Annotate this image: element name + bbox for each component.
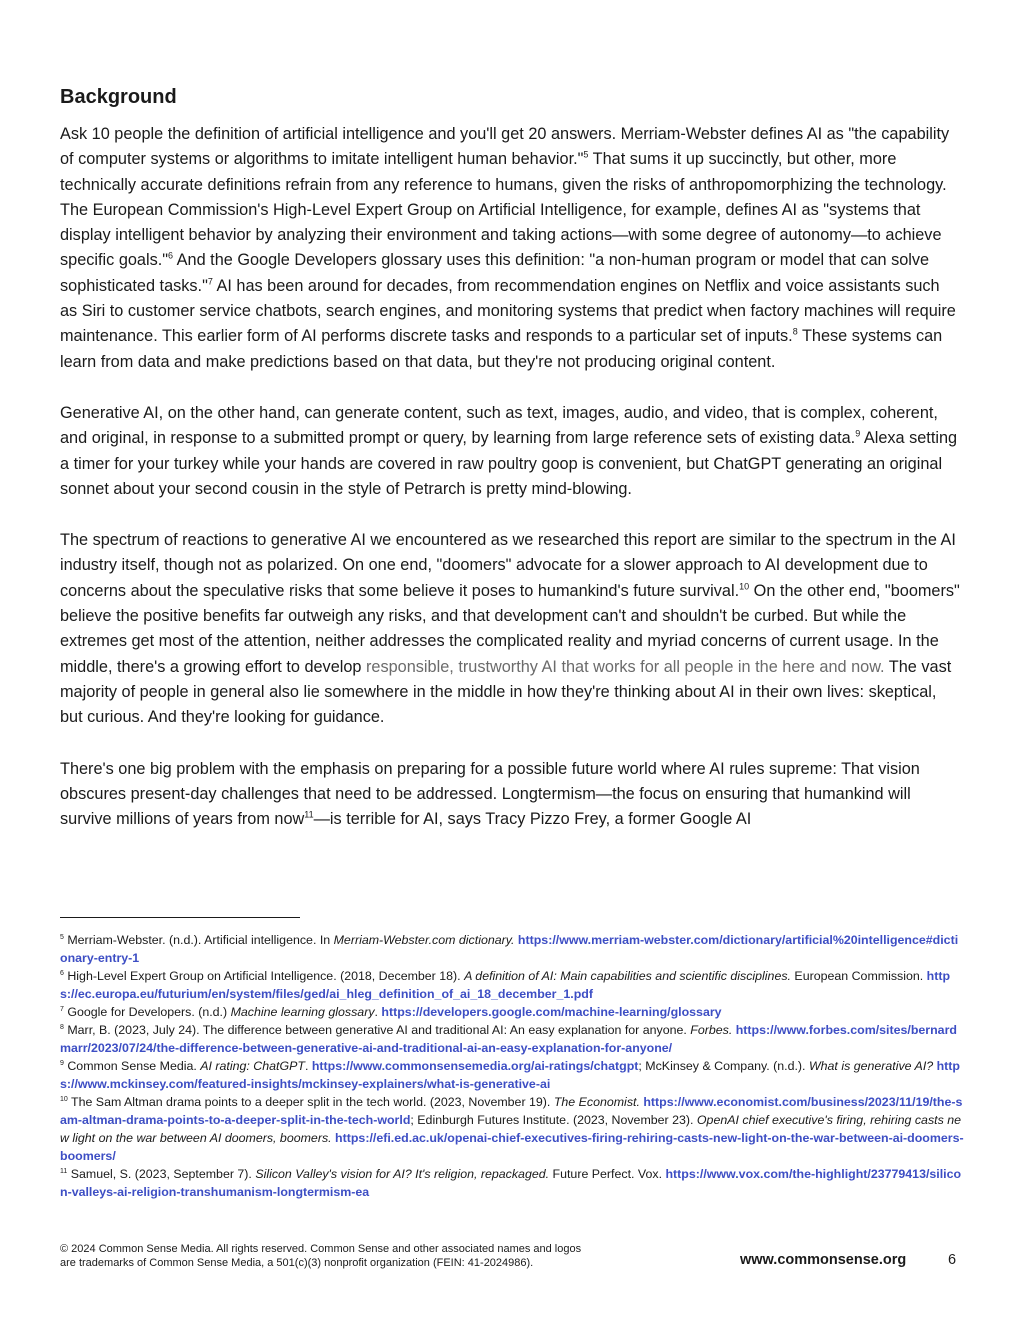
footnote-ref-6[interactable]: 6 [168, 251, 174, 262]
footnote-link[interactable]: https://efi.ed.ac.uk/openai-chief-executives-firing-rehiring-casts-new-light-on-the-war-between-ai-doomers-boomers/ [60, 1131, 964, 1163]
footnote-number: 9 [60, 1059, 64, 1067]
footnote-title: The Economist. [553, 1095, 640, 1109]
footnote-title: A definition of AI: Main capabilities and scientific disciplines. [464, 969, 791, 983]
footnote-number: 10 [60, 1095, 68, 1103]
footnote-title: Silicon Valley's vision for AI? It's religion, repackaged. [255, 1167, 550, 1181]
page-number: 6 [948, 1252, 957, 1268]
footnote-text: European Commission. [790, 969, 927, 983]
footnote-number: 8 [60, 1023, 64, 1031]
footnote-text: . [374, 1005, 382, 1019]
responsible-ai-link[interactable]: responsible, trustworthy AI that works for all people in the here and now. [366, 657, 885, 676]
paragraph-4 [60, 757, 960, 833]
footnote-link[interactable]: https://www.economist.com/business/2023/11/19/the-sam-altman-drama-points-to-a-deeper-split-in-the-tech-world [60, 1095, 963, 1127]
p1-text-3: And the Google Developers glossary uses this definition: "a non-human program or model that can solve sophisticated tasks." [60, 251, 930, 295]
footnote-text: Future Perfect. Vox. [549, 1167, 663, 1181]
footnote-text: The Sam Altman drama points to a deeper split in the tech world. (2023, November 19). [67, 1095, 554, 1109]
p4-text-1: There's one big problem with the emphasis on preparing for a possible future world where AI rules supreme: That vision obscures present-day challenges that need to be addressed. Longtermism—the focus on ensuring that humankind will survive millions of years from now [60, 759, 920, 829]
footnote-title: What is generative AI? [808, 1059, 934, 1073]
footnote-number: 6 [60, 969, 64, 977]
p4-text-2: —is terrible for AI, says Tracy Pizzo Frey, a former Google AI [313, 810, 752, 829]
p3-text-2: On the other end, "boomers" believe the positive benefits far outweigh any risks, and that development can't and shouldn't be curbed. But while the extremes get most of the attention, neither addresses the complicated reality and myriad concerns of current usage. In the middle, there's a growing effort to develop [60, 581, 960, 676]
footnote-number: 5 [60, 933, 64, 941]
footnote-link[interactable]: https://www.mckinsey.com/featured-insights/mckinsey-explainers/what-is-generative-ai [60, 1059, 960, 1091]
paragraph-2 [60, 401, 960, 502]
footnote-title: AI rating: ChatGPT [200, 1059, 305, 1073]
footnote-number: 7 [60, 1005, 64, 1013]
footnote-text: Merriam-Webster. (n.d.). Artificial intelligence. In [63, 933, 334, 947]
footnote-text: Samuel, S. (2023, September 7). [67, 1167, 256, 1181]
footnote-link[interactable]: https://ec.europa.eu/futurium/en/system/files/ged/ai_hleg_definition_of_ai_18_december_1.pdf [60, 969, 951, 1001]
footnote-8 [60, 1021, 965, 1057]
footnotes [60, 931, 965, 1201]
p1-text-1: Ask 10 people the definition of artificial intelligence and you'll get 20 answers. Merriam-Webster defines AI as "the capability of computer systems or algorithms to imitate intelligent human behavior." [60, 125, 950, 169]
footnote-text: ; Edinburgh Futures Institute. (2023, November 23). [410, 1113, 697, 1127]
footnote-link[interactable]: https://developers.google.com/machine-learning/glossary [381, 1005, 722, 1019]
footnote-text: High-Level Expert Group on Artificial Intelligence. (2018, December 18). [63, 969, 465, 983]
footnote-link[interactable]: https://www.forbes.com/sites/bernardmarr/2023/07/24/the-difference-between-generative-ai-and-traditional-ai-an-easy-explanation-for-anyone/ [60, 1023, 957, 1055]
p1-text-4: AI has been around for decades, from recommendation engines on Netflix and voice assistants such as Siri to customer service chatbots, search engines, and monitoring systems that predict when factory machines will require maintenance. This earlier form of AI performs discrete tasks and responds to a particular set of inputs. [60, 276, 956, 346]
p1-text-5: These systems can learn from data and make predictions based on that data, but they're not producing original content. [60, 327, 943, 371]
footnote-text: Google for Developers. (n.d.) [63, 1005, 231, 1019]
footnote-ref-7[interactable]: 7 [207, 276, 213, 287]
p1-text-2: That sums it up succinctly, but other, more technically accurate definitions refrain from any reference to humans, given the risks of anthropomorphizing the technology. The European Commission's High-Level Expert Group on Artificial Intelligence, for example, defines AI as "systems that display intelligent behavior by analyzing their environment and taking actions—with some degree of autonomy—to achieve specific goals." [60, 150, 947, 270]
footnote-text: ; McKinsey & Company. (n.d.). [638, 1059, 809, 1073]
footnote-ref-8[interactable]: 8 [792, 326, 798, 337]
body-text [60, 122, 960, 858]
copyright-line-2: are trademarks of Common Sense Media, a 501(c)(3) nonprofit organization (FEIN: 41-2024986). [60, 1257, 534, 1269]
p3-text-3: The vast majority of people in general also lie somewhere in the middle in how they're thinking about AI in their own lives: skeptical, but curious. And they're looking for guidance. [60, 657, 952, 727]
footnote-number: 11 [60, 1167, 68, 1175]
p3-text-1: The spectrum of reactions to generative AI we encountered as we researched this report are similar to the spectrum in the AI industry itself, though not as polarized. On one end, "doomers" advocate for a slower approach to AI development due to concerns about the speculative risks that some believe it poses to humankind's future survival. [60, 531, 956, 600]
footnote-link[interactable]: https://www.commonsensemedia.org/ai-ratings/chatgpt [311, 1059, 639, 1073]
footnote-5 [60, 931, 965, 967]
footnote-text: Common Sense Media. [63, 1059, 201, 1073]
footnote-divider [60, 917, 300, 918]
p2-text-1: Generative AI, on the other hand, can generate content, such as text, images, audio, and video, that is complex, coherent, and original, in response to a submitted prompt or query, by learning from large reference sets of existing data. [60, 403, 938, 448]
footnote-title: Merriam-Webster.com dictionary. [333, 933, 515, 947]
footnote-link[interactable]: https://www.vox.com/the-highlight/23779413/silicon-valleys-ai-religion-transhumanism-longtermism-ea [60, 1167, 962, 1199]
footer-copyright [60, 1242, 660, 1270]
footnote-title: Machine learning glossary [230, 1005, 375, 1019]
footnote-6 [60, 967, 965, 1003]
footnote-ref-9[interactable]: 9 [855, 428, 861, 439]
copyright-line-1: © 2024 Common Sense Media. All rights reserved. Common Sense and other associated names and logos [60, 1243, 582, 1255]
footnote-title: OpenAI chief executive's firing, rehiring casts new light on the war between AI doomers, boomers. [60, 1113, 961, 1145]
footnote-link[interactable]: https://www.merriam-webster.com/dictionary/artificial%20intelligence#dictionary-entry-1 [60, 933, 959, 965]
paragraph-1 [60, 122, 960, 375]
paragraph-3 [60, 528, 960, 730]
footnote-7 [60, 1003, 965, 1021]
footnote-text: . [304, 1059, 312, 1073]
footnote-title: Forbes. [690, 1023, 733, 1037]
section-heading: Background [60, 86, 177, 108]
footer-website-link[interactable]: www.commonsense.org [740, 1252, 907, 1268]
footnote-ref-10[interactable]: 10 [739, 581, 750, 592]
footnote-text: Marr, B. (2023, July 24). The difference between generative AI and traditional AI: An easy explanation for anyone. [63, 1023, 691, 1037]
footnote-ref-5[interactable]: 5 [583, 149, 589, 160]
footnote-ref-11[interactable]: 11 [304, 809, 314, 820]
footnote-11 [60, 1165, 965, 1201]
p2-text-2: Alexa setting a timer for your turkey while your hands are covered in raw poultry goop is convenient, but ChatGPT generating an original sonnet about your second cousin in the style of Petrarch is pretty mind-blowing. [60, 429, 958, 498]
footnote-10 [60, 1093, 965, 1165]
footnote-9 [60, 1057, 965, 1093]
